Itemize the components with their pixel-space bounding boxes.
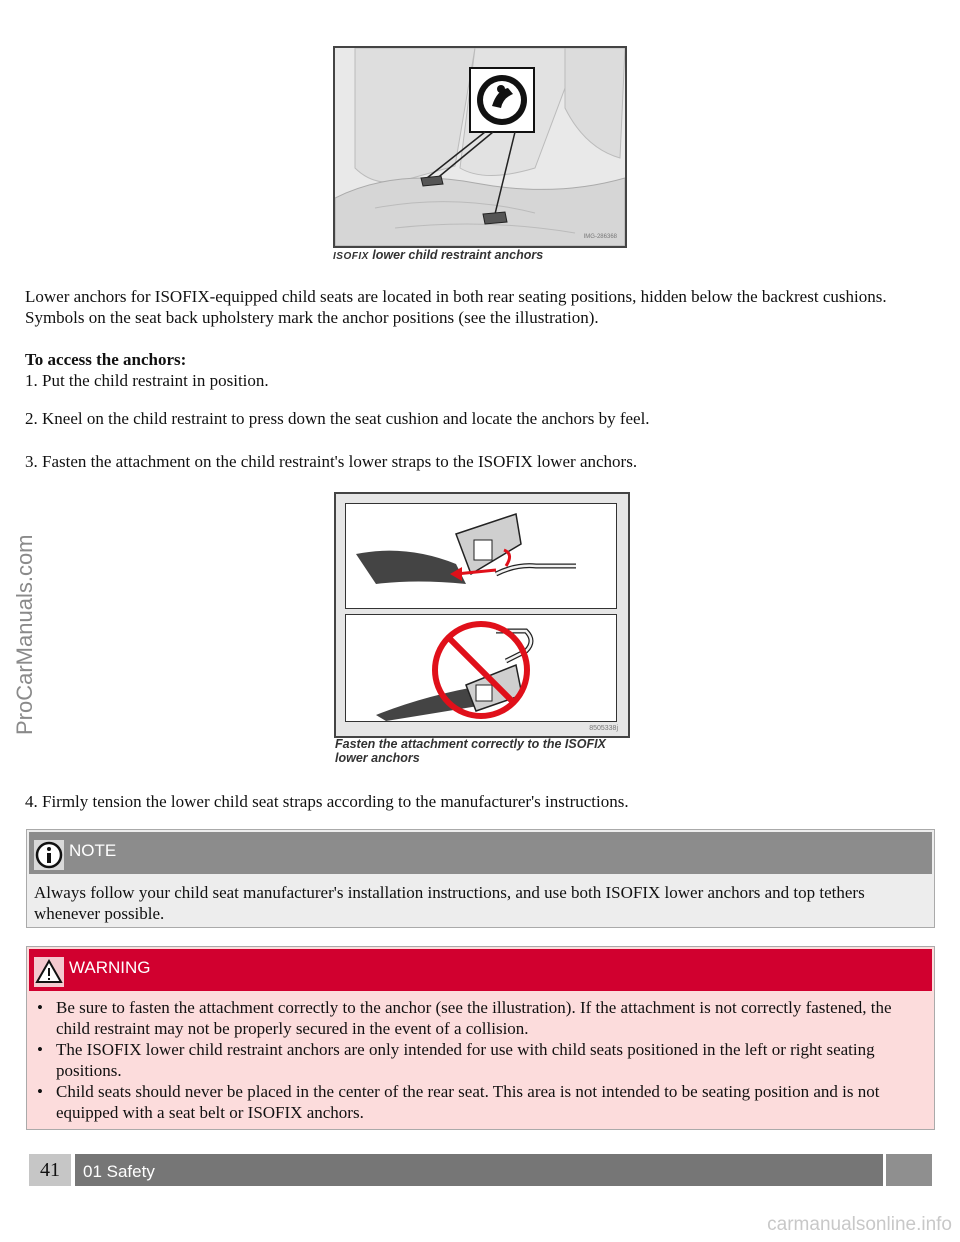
warning-item: • Child seats should never be placed in the center of the rear seat. This area is not intended to be seating position and is not equipped with a seat belt or ISOFIX anchors. — [32, 1081, 926, 1123]
caption-line-1: Fasten the attachment correctly to the ISOFIX — [335, 737, 606, 751]
warning-item: • Be sure to fasten the attachment correctly to the anchor (see the illustration). If the attachment is not correctly fastened, the child restraint may not be properly secured in the event of a collision. — [32, 997, 926, 1039]
step-1: 1. Put the child restraint in position. — [25, 371, 269, 390]
warning-title: WARNING — [69, 958, 151, 977]
section-footer — [75, 1154, 883, 1186]
incorrect-attachment-panel — [345, 614, 617, 722]
note-title: NOTE — [69, 841, 117, 860]
section-heading: To access the anchors: — [25, 350, 187, 369]
footer-end-block — [886, 1154, 932, 1186]
incorrect-attachment-drawing — [346, 615, 616, 721]
correct-attachment-drawing — [346, 504, 616, 608]
section-label: 01 Safety — [83, 1162, 155, 1181]
note-box — [26, 829, 935, 928]
isofix-anchor-illustration — [333, 46, 627, 248]
correct-attachment-panel — [345, 503, 617, 609]
warning-box — [26, 946, 935, 1130]
page-number: 41 — [29, 1154, 71, 1186]
step-3: 3. Fasten the attachment on the child restraint's lower straps to the ISOFIX lower anchors. — [25, 452, 638, 471]
side-watermark: ProCarManuals.com — [12, 534, 37, 735]
intro-paragraph: Lower anchors for ISOFIX-equipped child seats are located in both rear seating positions, hidden below the backrest cushions. Symbols on the seat back upholstery mark the anchor positions (see the illustration). — [25, 287, 887, 327]
step-4: 4. Firmly tension the lower child seat straps according to the manufacturer's instructions. — [25, 792, 629, 811]
warning-header — [29, 949, 932, 991]
access-instructions — [25, 349, 935, 391]
warning-list — [27, 991, 934, 1123]
warning-triangle-icon — [34, 957, 64, 987]
figure-code: IMG-286368 — [583, 234, 617, 240]
figure-caption — [333, 248, 543, 264]
caption-line-2: lower anchors — [335, 751, 420, 765]
caption-prefix: ISOFIX — [333, 251, 369, 262]
info-icon — [34, 840, 64, 870]
step-2: 2. Kneel on the child restraint to press down the seat cushion and locate the anchors by feel. — [25, 409, 650, 428]
note-text: Always follow your child seat manufacturer's installation instructions, and use both ISOFIX lower anchors and top tethers whenever possible. — [34, 883, 865, 923]
note-header — [29, 832, 932, 874]
warning-item: • The ISOFIX lower child restraint anchors are only intended for use with child seats positioned in the left or right seating positions. — [32, 1039, 926, 1081]
caption-rest: lower child restraint anchors — [368, 248, 544, 262]
figure-caption — [335, 737, 606, 765]
attachment-illustration — [334, 492, 630, 738]
seat-drawing — [335, 48, 625, 246]
bottom-watermark: carmanualsonline.info — [767, 1214, 952, 1235]
figure-code: 8505338j — [589, 725, 618, 732]
